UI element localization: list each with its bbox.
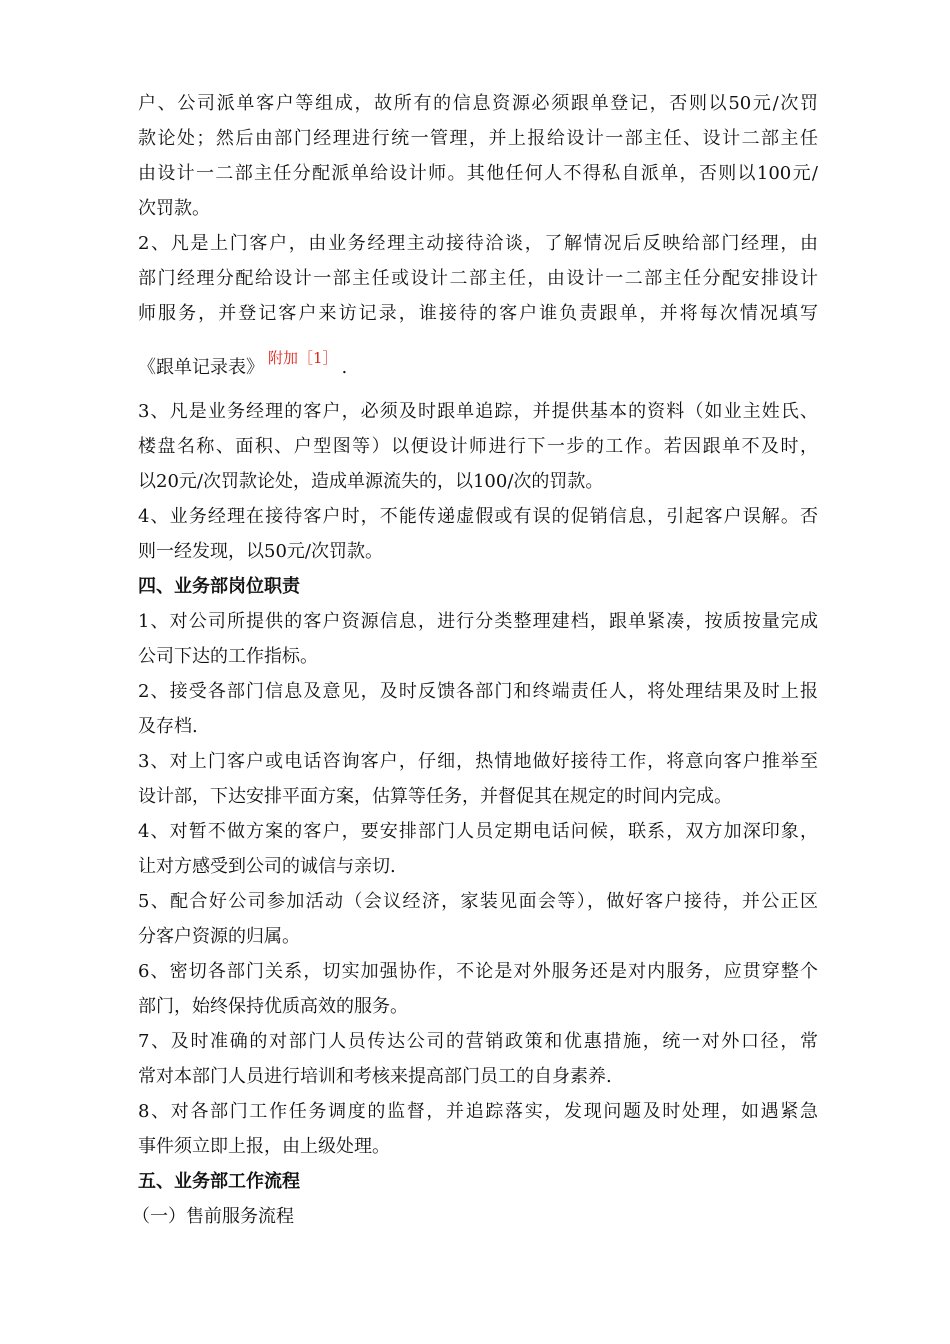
duty-line: 6、密切各部门关系，切实加强协作，不论是对外服务还是对内服务，应贯穿整个 <box>138 961 818 982</box>
text-line: 3、凡是业务经理的客户，必须及时跟单追踪，并提供基本的资料（如业主姓氏、 <box>138 401 818 422</box>
text-line: 款论处；然后由部门经理进行统一管理，并上报给设计一部主任、设计二部主任 <box>138 128 818 149</box>
subsection-heading: （一）售前服务流程 <box>132 1206 294 1227</box>
text-line: 以20元/次罚款论处，造成单源流失的，以100/次的罚款。 <box>138 471 604 492</box>
period: . <box>341 357 348 378</box>
text-line: 户、公司派单客户等组成，故所有的信息资源必须跟单登记，否则以50元/次罚 <box>138 93 818 114</box>
document-page <box>132 86 818 1234</box>
duty-line: 分客户资源的归属。 <box>138 926 300 947</box>
duty-line: 4、对暂不做方案的客户，要安排部门人员定期电话问候，联系，双方加深印象， <box>138 821 818 842</box>
duty-line: 3、对上门客户或电话咨询客户，仔细，热情地做好接待工作，将意向客户推举至 <box>138 751 818 772</box>
duty-line: 事件须立即上报，由上级处理。 <box>138 1136 390 1157</box>
form-name: 《跟单记录表》 <box>138 357 264 378</box>
duty-line: 及存档. <box>138 716 198 737</box>
section-heading: 四、业务部岗位职责 <box>138 576 300 597</box>
duty-line: 让对方感受到公司的诚信与亲切. <box>138 856 396 877</box>
paragraph-gap <box>138 387 818 394</box>
form-reference-line <box>138 349 818 387</box>
duty-line: 设计部，下达安排平面方案，估算等任务，并督促其在规定的时间内完成。 <box>138 786 732 807</box>
text-line: 楼盘名称、面积、户型图等）以便设计师进行下一步的工作。若因跟单不及时， <box>138 436 818 457</box>
duty-line: 1、对公司所提供的客户资源信息，进行分类整理建档，跟单紧凑，按质按量完成 <box>138 611 818 632</box>
text-line: 则一经发现，以50元/次罚款。 <box>138 541 383 562</box>
duty-line: 2、接受各部门信息及意见，及时反馈各部门和终端责任人，将处理结果及时上报 <box>138 681 818 702</box>
text-line: 部门经理分配给设计一部主任或设计二部主任，由设计一二部主任分配安排设计 <box>138 268 818 289</box>
duty-line: 5、配合好公司参加活动（会议经济，家装见面会等），做好客户接待，并公正区 <box>138 891 818 912</box>
duty-line: 常对本部门人员进行培训和考核来提高部门员工的自身素养. <box>138 1066 612 1087</box>
duty-line: 公司下达的工作指标。 <box>138 646 318 667</box>
text-line: 次罚款。 <box>138 198 210 219</box>
section-heading: 五、业务部工作流程 <box>138 1171 300 1192</box>
paragraph-gap <box>138 331 818 349</box>
text-line: 2、凡是上门客户，由业务经理主动接待洽谈，了解情况后反映给部门经理，由 <box>138 233 818 254</box>
text-line: 师服务，并登记客户来访记录，谁接待的客户谁负责跟单，并将每次情况填写 <box>138 303 818 324</box>
duty-line: 8、对各部门工作任务调度的监督，并追踪落实，发现问题及时处理，如遇紧急 <box>138 1101 818 1122</box>
duty-line: 7、及时准确的对部门人员传达公司的营销政策和优惠措施，统一对外口径，常 <box>138 1031 818 1052</box>
text-line: 由设计一二部主任分配派单给设计师。其他任何人不得私自派单，否则以100元/ <box>138 163 818 184</box>
attachment-reference[interactable]: 附加［1］ <box>268 349 338 367</box>
text-line: 4、业务经理在接待客户时，不能传递虚假或有误的促销信息，引起客户误解。否 <box>138 506 818 527</box>
duty-line: 部门，始终保持优质高效的服务。 <box>138 996 408 1017</box>
